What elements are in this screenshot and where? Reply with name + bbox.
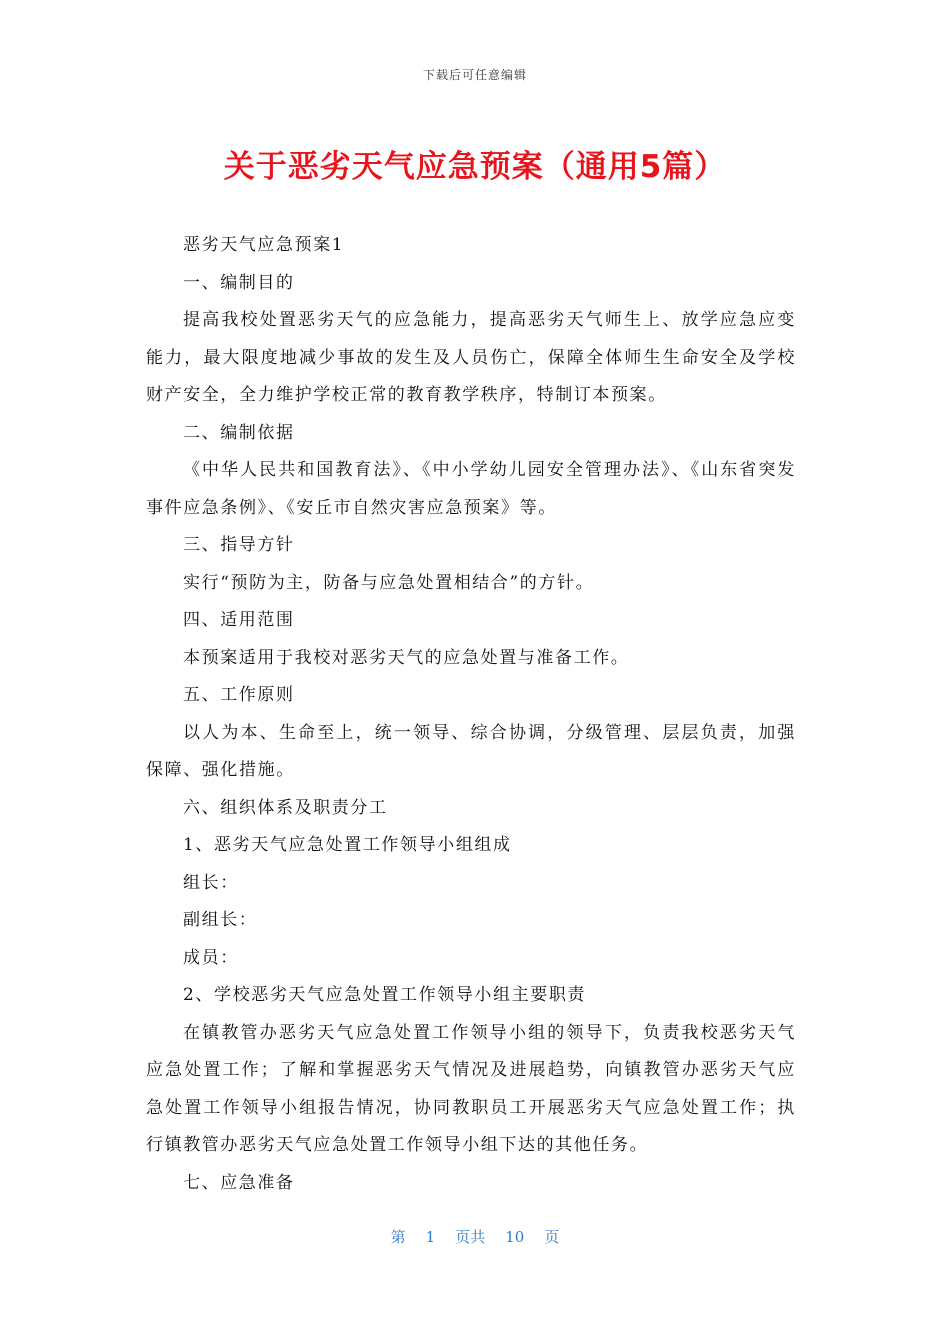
section-heading: 五、工作原则	[183, 685, 295, 705]
footer-page-suffix: 页	[544, 1228, 560, 1246]
footer-page-number: 1	[425, 1228, 436, 1246]
section-heading: 恶劣天气应急预案1	[183, 235, 345, 255]
paragraph: 副组长：	[183, 910, 258, 930]
document-title: 关于恶劣天气应急预案（通用5篇）	[223, 149, 727, 185]
section-heading: 二、编制依据	[183, 422, 295, 443]
paragraph: 以人为本、生命至上，统一领导、综合协调，分级管理、层层负责，加强保障、强化措施。	[146, 722, 796, 780]
paragraph: 成员：	[183, 947, 239, 968]
section-heading: 六、组织体系及职责分工	[183, 797, 388, 818]
header-note: 下载后可任意编辑	[422, 68, 527, 82]
paragraph: 本预案适用于我校对恶劣天气的应急处置与准备工作。	[183, 647, 630, 668]
subsection-heading: 1、恶劣天气应急处置工作领导小组组成	[183, 835, 512, 855]
footer-page-prefix: 第	[390, 1228, 406, 1246]
page-footer	[0, 1226, 950, 1247]
paragraph: 在镇教管办恶劣天气应急处置工作领导小组的领导下，负责我校恶劣天气应急处置工作；了解和掌握恶劣天气情况及进展趋势，向镇教管办恶劣天气应急处置工作领导小组报告情况，协同教职员工开展恶劣天气应急处置工作；执行镇教管办恶劣天气应急处置工作领导小组下达的其他任务。	[146, 1022, 796, 1155]
section-heading: 四、适用范围	[183, 610, 295, 630]
paragraph: 提高我校处置恶劣天气的应急能力，提高恶劣天气师生上、放学应急应变能力，最大限度地减少事故的发生及人员伤亡，保障全体师生生命安全及学校财产安全，全力维护学校正常的教育教学秩序，特制订本预案。	[146, 310, 796, 405]
paragraph: 实行“预防为主，防备与应急处置相结合”的方针。	[183, 572, 595, 593]
footer-total-pages: 10	[505, 1228, 525, 1246]
section-heading: 一、编制目的	[183, 272, 295, 293]
section-heading: 七、应急准备	[183, 1172, 295, 1193]
subsection-heading: 2、学校恶劣天气应急处置工作领导小组主要职责	[183, 985, 587, 1005]
paragraph: 《中华人民共和国教育法》、《中小学幼儿园安全管理办法》、《山东省突发事件应急条例》、《安丘市自然灾害应急预案》等。	[146, 460, 796, 518]
section-heading: 三、指导方针	[183, 535, 295, 555]
footer-page-mid: 页共	[455, 1228, 486, 1246]
document-body	[146, 227, 796, 1202]
paragraph: 组长：	[183, 872, 239, 893]
